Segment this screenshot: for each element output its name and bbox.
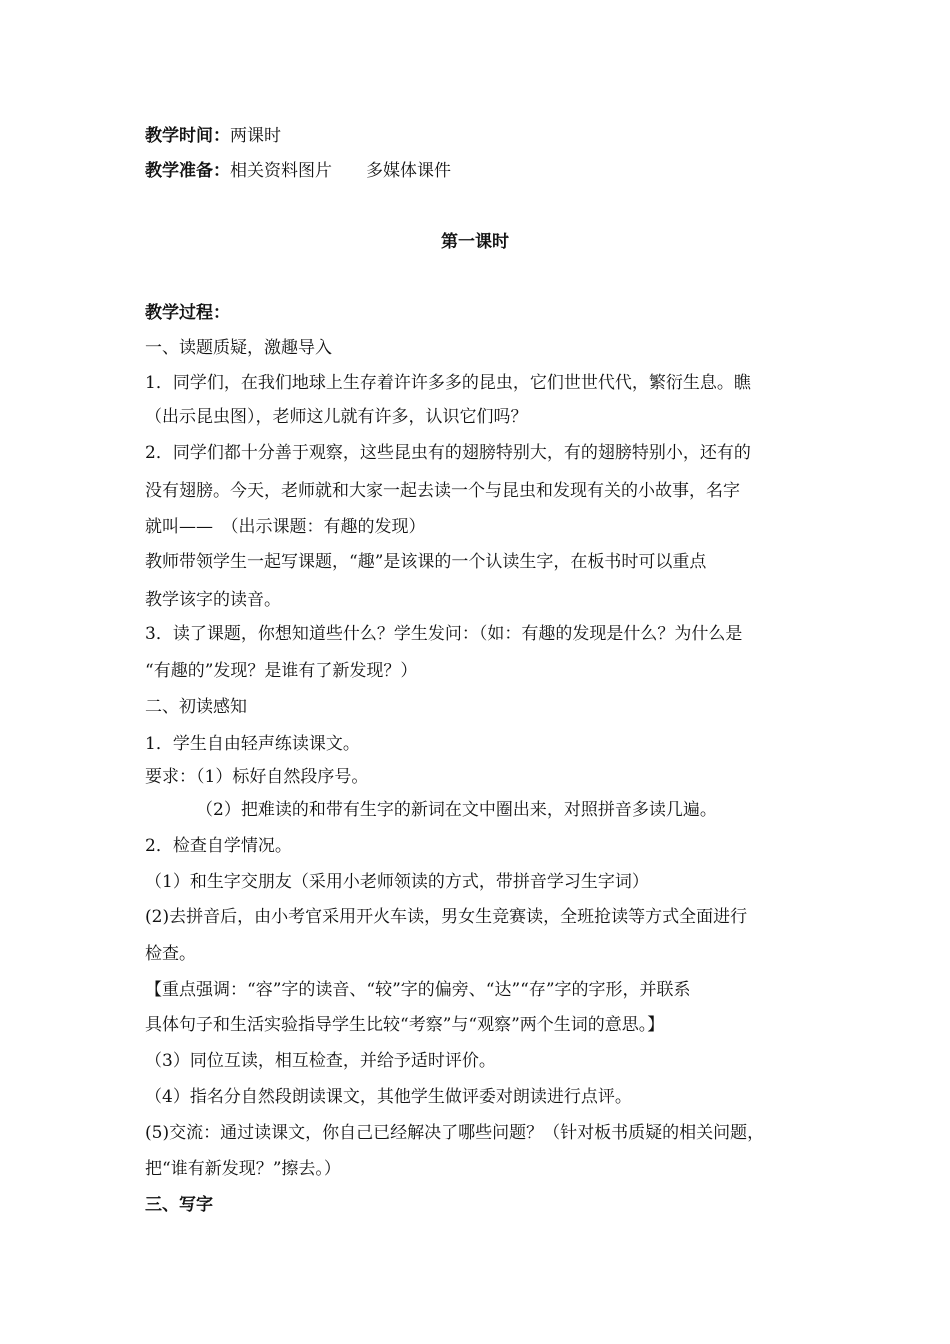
teaching-prep-line	[145, 159, 451, 183]
section-2-heading: 二、初读感知	[145, 697, 247, 717]
teaching-prep-label: 教学准备：	[145, 161, 230, 181]
section-2-line: 2．检查自学情况。	[145, 836, 292, 856]
section-1-line: 没有翅膀。今天，老师就和大家一起去读一个与昆虫和发现有关的小故事，名字	[145, 481, 740, 501]
lesson-title: 第一课时	[441, 232, 509, 252]
section-2-line: 检查。	[145, 944, 196, 964]
section-1-heading: 一、读题质疑，激趣导入	[145, 338, 332, 358]
section-1-line: （出示昆虫图），老师这儿就有许多，认识它们吗？	[145, 407, 528, 427]
section-1-line: 2．同学们都十分善于观察，这些昆虫有的翅膀特别大，有的翅膀特别小，还有的	[145, 443, 751, 463]
section-1-line: 教学该字的读音。	[145, 590, 281, 610]
section-1-line: “有趣的”发现？是谁有了新发现？）	[145, 661, 418, 681]
section-2-line: （3）同位互读，相互检查，并给予适时评价。	[145, 1051, 496, 1071]
section-2-line: 【重点强调：“容”字的读音、“较”字的偏旁、“达”“存”字的字形，并联系	[145, 980, 691, 1000]
section-1-line: 1．同学们，在我们地球上生存着许许多多的昆虫，它们世世代代，繁衍生息。瞧	[145, 373, 751, 393]
teaching-time-line	[145, 124, 281, 148]
section-2-line: 具体句子和生活实验指导学生比较“考察”与“观察”两个生词的意思。】	[145, 1015, 665, 1035]
process-heading: 教学过程：	[145, 303, 230, 323]
teaching-time-value: 两课时	[230, 126, 281, 146]
section-3-heading: 三、写字	[145, 1195, 213, 1215]
section-2-line: (5)交流：通过读课文，你自己已经解决了哪些问题？（针对板书质疑的相关问题，	[145, 1123, 765, 1143]
section-2-line: 把“谁有新发现？”擦去。）	[145, 1159, 341, 1179]
section-1-line: 3．读了课题，你想知道些什么？学生发问：（如：有趣的发现是什么？为什么是	[145, 624, 743, 644]
section-2-line: 要求：（1）标好自然段序号。	[145, 767, 369, 787]
teaching-time-label: 教学时间：	[145, 126, 230, 146]
section-1-line: 教师带领学生一起写课题，“趣”是该课的一个认读生字，在板书时可以重点	[145, 552, 707, 572]
section-2-line: 1．学生自由轻声练读课文。	[145, 734, 360, 754]
section-1-line: 就叫—— （出示课题：有趣的发现）	[145, 517, 426, 537]
section-2-line: (2)去拼音后，由小考官采用开火车读，男女生竞赛读，全班抢读等方式全面进行	[145, 907, 748, 927]
section-2-line: （1）和生字交朋友（采用小老师领读的方式，带拼音学习生字词）	[145, 872, 649, 892]
teaching-prep-value: 相关资料图片 多媒体课件	[230, 161, 451, 181]
section-2-line: （4）指名分自然段朗读课文，其他学生做评委对朗读进行点评。	[145, 1087, 632, 1107]
section-2-line: （2）把难读的和带有生字的新词在文中圈出来，对照拼音多读几遍。	[196, 800, 717, 820]
